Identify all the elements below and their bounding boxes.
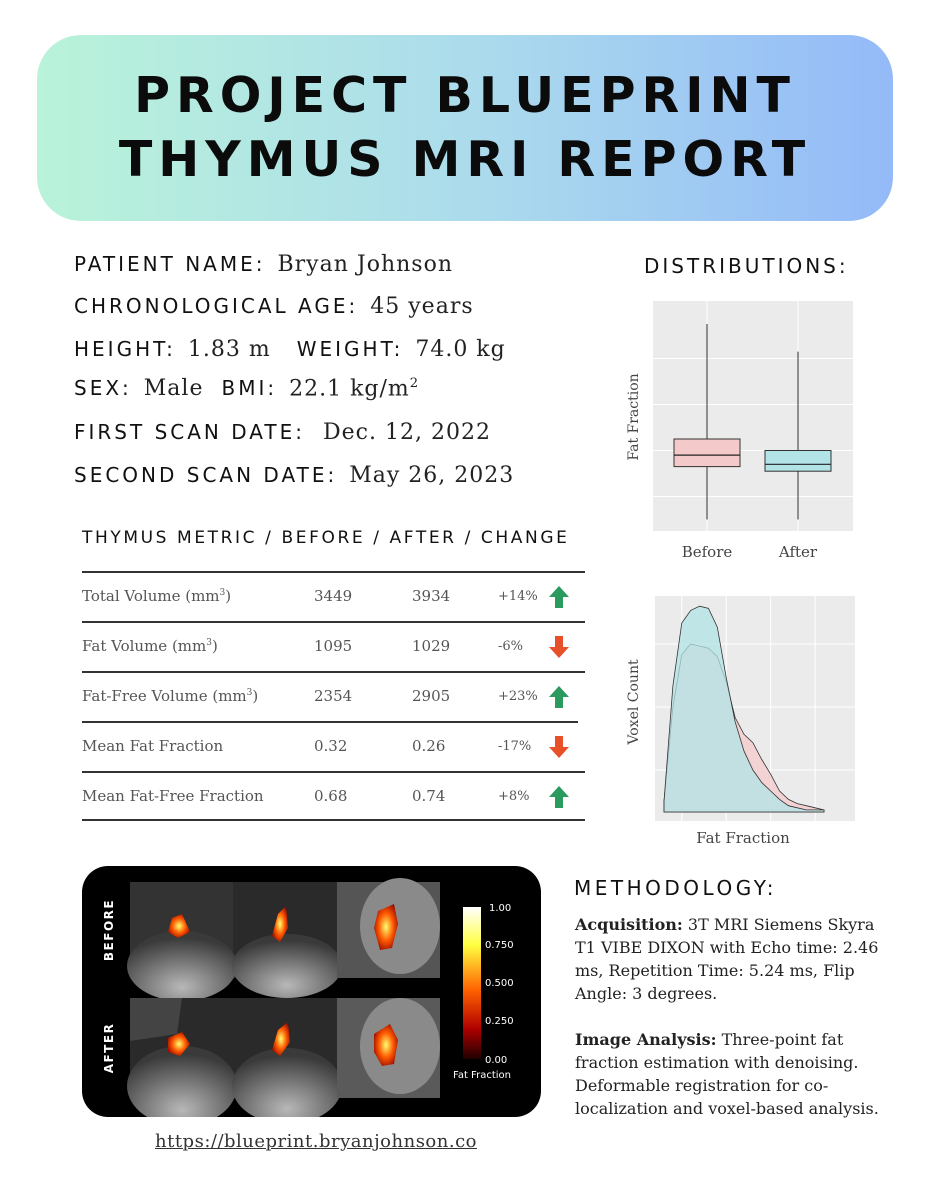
arrow-up-icon <box>548 785 570 813</box>
colorbar-tick: 1.00 <box>489 903 512 914</box>
weight-label: WEIGHT: <box>296 337 404 361</box>
header-title-line1: PROJECT BLUEPRINT <box>134 67 796 124</box>
sex-value: Male <box>143 376 204 402</box>
weight-value: 74.0 kg <box>415 337 506 362</box>
table-row <box>82 671 585 721</box>
metric-name: Fat Volume $(mm^3)$ <box>82 637 218 655</box>
metric-change: +14% <box>498 589 538 604</box>
acquisition-paragraph <box>575 913 890 1005</box>
patient-name: Bryan Johnson <box>277 252 453 277</box>
sex-label: SEX: <box>74 376 132 401</box>
arrow-down-icon <box>548 735 570 763</box>
metric-after: 1029 <box>412 637 451 655</box>
sex-bmi-row <box>74 376 419 401</box>
boxplot-box <box>765 451 831 472</box>
header-title-line2: THYMUS MRI REPORT <box>118 131 812 188</box>
metric-after: 0.74 <box>412 787 446 805</box>
website-link[interactable]: https://blueprint.bryanjohnson.co <box>155 1131 477 1152</box>
colorbar-tick: 0.500 <box>485 978 514 989</box>
metric-name: Mean Fat-Free Fraction <box>82 787 264 805</box>
methodology-title: METHODOLOGY: <box>574 876 778 900</box>
metric-change: +8% <box>498 789 530 804</box>
analysis-text: Three-point fat fraction estimation with denoising. Deformable registration for co-localization and voxel-based analysis. <box>575 1030 879 1118</box>
analysis-label: Image Analysis: <box>575 1030 717 1049</box>
arrow-down-icon <box>548 635 570 663</box>
boxplot-category-before: Before <box>681 543 733 561</box>
metric-before: 0.68 <box>314 787 348 805</box>
age-row <box>74 294 474 319</box>
patient-name-label: PATIENT NAME: <box>74 252 266 276</box>
bmi-number: 22.1 kg/m <box>289 376 410 402</box>
metric-change: -6% <box>498 639 524 654</box>
metric-before: 2354 <box>314 687 353 705</box>
mri-row-label-before: BEFORE <box>102 898 116 962</box>
density-ylabel: Voxel Count <box>626 659 642 745</box>
boxplot-ylabel: Fat Fraction <box>626 373 642 461</box>
metric-after: 3934 <box>412 587 451 605</box>
table-row <box>82 721 578 771</box>
table-row <box>82 621 585 671</box>
methodology-text <box>575 913 890 1143</box>
bmi-value <box>289 376 419 401</box>
first-scan-date: Dec. 12, 2022 <box>323 420 491 445</box>
height-label: HEIGHT: <box>74 337 176 361</box>
second-scan-label: SECOND SCAN DATE: <box>74 463 338 487</box>
bmi-label: BMI: <box>221 376 278 401</box>
boxplot-chart <box>620 295 860 570</box>
density-xlabel: Fat Fraction <box>696 829 790 847</box>
bmi-exponent: 2 <box>409 376 420 391</box>
second-scan-row <box>74 463 514 488</box>
metric-name: Mean Fat Fraction <box>82 737 224 755</box>
metric-after: 0.26 <box>412 737 446 755</box>
colorbar <box>463 907 481 1059</box>
acquisition-text: 3T MRI Siemens Skyra T1 VIBE DIXON with Echo time: 2.46 ms, Repetition Time: 5.24 ms, Flip Angle: 3 degrees. <box>575 915 879 1003</box>
table-row <box>82 571 585 621</box>
colorbar-label: Fat Fraction <box>453 1070 511 1081</box>
metric-name: Total Volume $(mm^3)$ <box>82 587 232 605</box>
second-scan-date: May 26, 2023 <box>349 463 515 488</box>
metric-after: 2905 <box>412 687 451 705</box>
colorbar-tick: 0.750 <box>485 940 514 951</box>
arrow-up-icon <box>548 685 570 713</box>
age-value: 45 years <box>370 294 474 319</box>
metric-change: -17% <box>498 739 532 754</box>
acquisition-label: Acquisition: <box>575 915 683 934</box>
colorbar-tick: 0.00 <box>485 1055 508 1066</box>
table-row <box>82 771 585 821</box>
mri-image <box>82 866 541 1117</box>
metric-name: Fat-Free Volume $(mm^3)$ <box>82 687 259 705</box>
first-scan-row <box>74 420 491 445</box>
colorbar-tick: 0.250 <box>485 1016 514 1027</box>
mri-row-label-after: AFTER <box>102 1022 116 1074</box>
metric-before: 0.32 <box>314 737 348 755</box>
colorbar-ticks <box>485 903 514 1066</box>
boxplot-box <box>674 439 740 467</box>
boxplot-category-after: After <box>778 543 818 561</box>
metric-change: +23% <box>498 689 538 704</box>
metric-before: 1095 <box>314 637 353 655</box>
arrow-up-icon <box>548 585 570 613</box>
height-value: 1.83 m <box>187 337 271 362</box>
metrics-table-heading: THYMUS METRIC / BEFORE / AFTER / CHANGE <box>82 528 570 548</box>
patient-name-row <box>74 252 453 277</box>
density-chart <box>620 590 860 852</box>
distributions-title: DISTRIBUTIONS: <box>644 254 849 278</box>
metric-before: 3449 <box>314 587 353 605</box>
age-label: CHRONOLOGICAL AGE: <box>74 294 359 318</box>
mri-image-panel <box>82 866 541 1117</box>
report-header <box>37 35 893 221</box>
first-scan-label: FIRST SCAN DATE: <box>74 420 305 444</box>
mri-after-row <box>127 998 440 1117</box>
analysis-paragraph <box>575 1028 890 1120</box>
height-weight-row <box>74 337 506 362</box>
mri-before-row <box>127 878 440 1001</box>
